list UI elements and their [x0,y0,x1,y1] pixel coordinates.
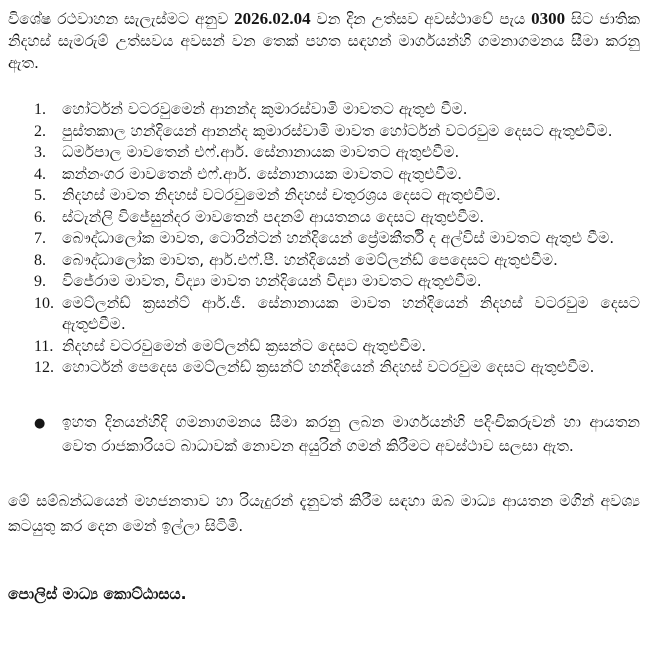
list-item [34,271,640,293]
list-item [34,228,640,250]
item-text: ස්ටැන්ලි විජේසුන්දර මාවතෙන් පදනම් ආයතනය දෙසට ඇතුළුවීම. [62,207,485,226]
bullet-note-text: ඉහත දිනයන්හිදි ගමනාගමනය සීමා කරනු ලබන මාර්ගයන්හි පදිංචිකරුවන් හා ආයතන වෙත රාජකාරියට බාධාවක් නොවන අයුරින් ගමන් කිරීමට අවස්ථාව සලසා ඇත. [62,412,640,455]
item-number: 6. [34,208,46,226]
intro-text-part3: සිට ජාතික නිදහස් සැමරුම් උත්සවය අවසන් වන තෙක් පහත සඳහන් මාර්ගයන්හි ගමනාගමනය සීමා කරනු ඇත. [8,10,640,72]
road-closure-list [34,99,640,379]
intro-paragraph [8,8,640,74]
item-number: 10. [34,294,54,312]
item-text: නිදහස් මාවත නිදහස් වටරවුමෙන් නිදහස් චතුරශ්‍රය දෙසට ඇතුළුවීම. [62,186,501,204]
bullet-note [34,410,640,458]
list-item [34,142,640,164]
item-number: 4. [34,165,46,183]
event-date: 2026.02.04 [234,9,311,28]
intro-text-part2: වන දින උත්සව අවස්ථාවේ පැය [310,10,532,28]
list-item [34,357,640,379]
item-text: පුස්තකාල හන්දියෙන් ආනන්ද කුමාරස්වාමි මාවත හෝර්ටන් වටරවුම දෙසට ඇතුළුවීම. [62,121,613,140]
list-item [34,207,640,229]
bullet-icon: ● [34,415,46,431]
list-item [34,250,640,272]
item-text: විජේරාම මාවත, විද්‍යා මාවත හන්දියෙන් විද්‍යා මාවතට ඇතුළුවීම. [62,272,482,290]
footer-signature: පොලිස් මාධ්‍ය කොට්ඨාසය. [8,584,187,603]
item-text: නිදහස් වටරවුමෙන් මෙට්ලන්ඩ් ක්‍රසන්ට දෙසට ඇතුළුවීම. [62,336,427,355]
item-number: 7. [34,230,46,247]
item-number: 2. [34,122,46,140]
item-number: 1. [34,101,46,118]
item-text: හොර්ටන් පෙදෙස මෙට්ලන්ඩ් ක්‍රසන්ට් හන්දියෙන් නිදහස් වටරවුම දෙසට ඇතුළුවීම. [62,358,595,376]
list-item [34,164,640,186]
list-item [34,185,640,207]
closing-paragraph: මේ සම්බන්ධයෙන් මහජනතාව හා රියැදුරන් දැනුවත් කිරීම සඳහා ඔබ මාධ්‍ය ආයතන මගින් අවශ්‍ය කටයුතු කර දෙන මෙන් ඉල්ලා සිටිමි. [8,491,640,535]
item-number: 5. [34,187,46,204]
list-item [34,293,640,336]
item-number: 12. [34,359,54,376]
item-text: හෝර්ටන් වටරවුමෙන් ආනන්ද කුමාරස්වාමි මාවතට ඇතුළු වීම. [62,100,468,118]
item-text: මෙට්ලන්ඩ් ක්‍රසන්ට් ආර්.ජී. සේනානායක මාවත හන්දියෙන් නිදහස් වටරවුම දෙසට ඇතුළුවීම. [62,293,640,333]
event-time: 0300 [531,9,566,28]
item-number: 11. [34,337,54,355]
list-item [34,121,640,143]
list-item [34,336,640,358]
intro-text-part1: විශේෂ රථවාහන සැලැස්මට අනුව [8,10,235,28]
item-number: 3. [34,144,46,161]
item-text: බෞද්ධාලෝක මාවත, ටොරින්ටන් හන්දියෙන් ප්‍රේමකීර්ති ද අල්විස් මාවතට ඇතුළු වීම. [62,229,615,247]
item-number: 9. [34,273,46,290]
item-text: බෞද්ධාලෝක මාවත, ආර්.එෆ්.පී. හන්දියෙන් මෙට්ලන්ඩ් පෙදෙසට ඇතුළුවීම. [62,250,558,269]
item-text: කන්නංගර මාවතෙන් එෆ්.ආර්. සේනානායක මාවතට ඇතුළුවීම. [62,164,463,183]
item-number: 8. [34,251,46,269]
list-item [34,99,640,121]
item-text: ධර්මපාල මාවතෙන් එෆ්.ආර්. සේනානායක මාවතට ඇතුළුවීම. [62,143,460,161]
